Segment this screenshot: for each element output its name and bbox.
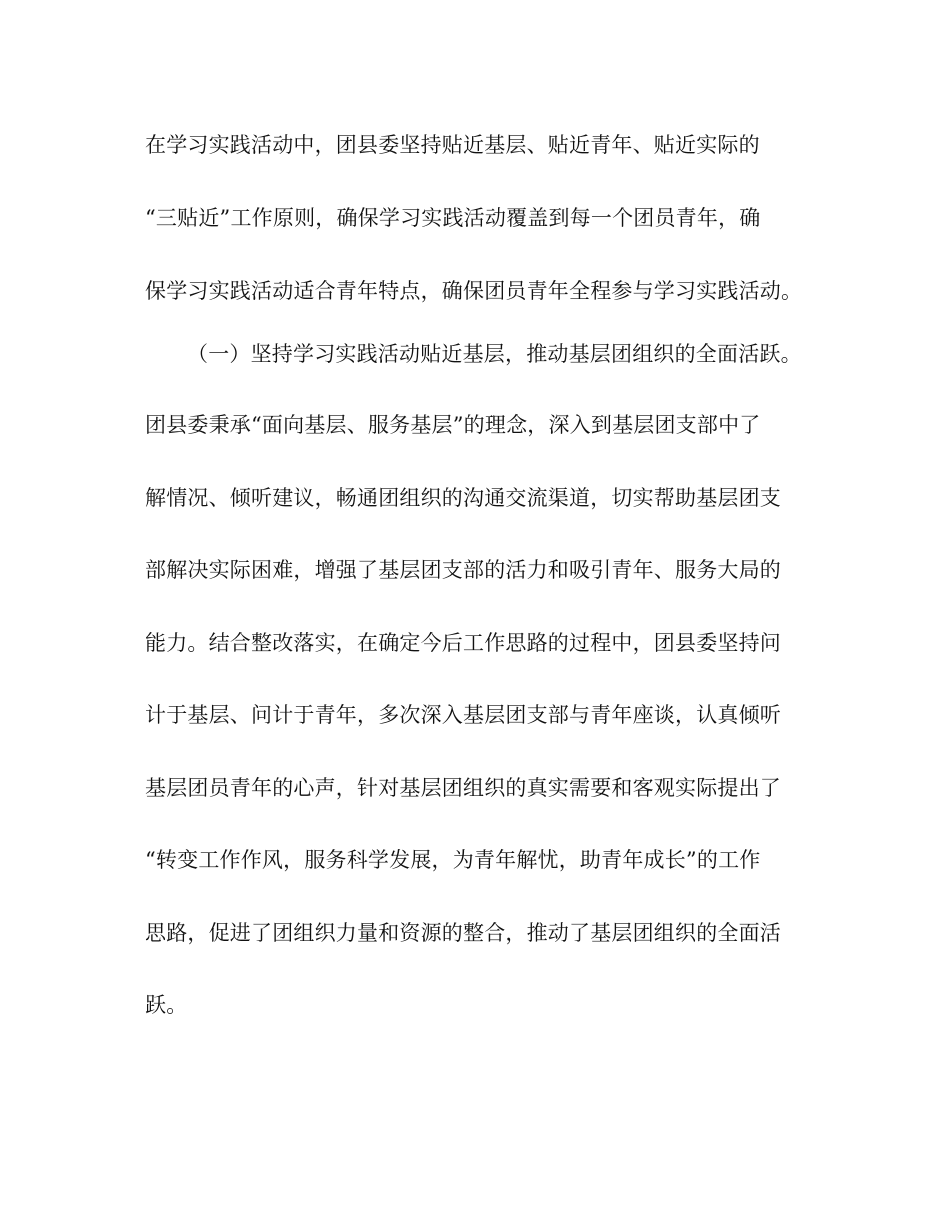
text-line: 部解决实际困难，增强了基层团支部的活力和吸引青年、服务大局的 [145, 558, 781, 582]
text-line: 计于基层、问计于青年，多次深入基层团支部与青年座谈，认真倾听 [145, 703, 781, 727]
text-line: 团县委秉承“面向基层、服务基层”的理念，深入到基层团支部中了 [145, 413, 761, 437]
text-line: 保学习实践活动适合青年特点，确保团员青年全程参与学习实践活动。 [145, 279, 803, 303]
text-line: 在学习实践活动中，团县委坚持贴近基层、贴近青年、贴近实际的 [145, 133, 760, 157]
text-line: “转变工作作风，服务科学发展，为青年解忧，助青年成长”的工作 [145, 848, 761, 872]
section-heading: （一）坚持学习实践活动贴近基层，推动基层团组织的全面活跃。 [187, 342, 802, 366]
text-line: 思路，促进了团组织力量和资源的整合，推动了基层团组织的全面活 [145, 921, 781, 945]
text-line: 能力。结合整改落实，在确定今后工作思路的过程中，团县委坚持问 [145, 631, 781, 655]
text-line: 跃。 [145, 993, 188, 1017]
text-line: 基层团员青年的心声，针对基层团组织的真实需要和客观实际提出了 [145, 776, 781, 800]
text-line: 解情况、倾听建议，畅通团组织的沟通交流渠道，切实帮助基层团支 [145, 486, 781, 510]
text-line: “三贴近”工作原则，确保学习实践活动覆盖到每一个团员青年，确 [145, 206, 761, 230]
